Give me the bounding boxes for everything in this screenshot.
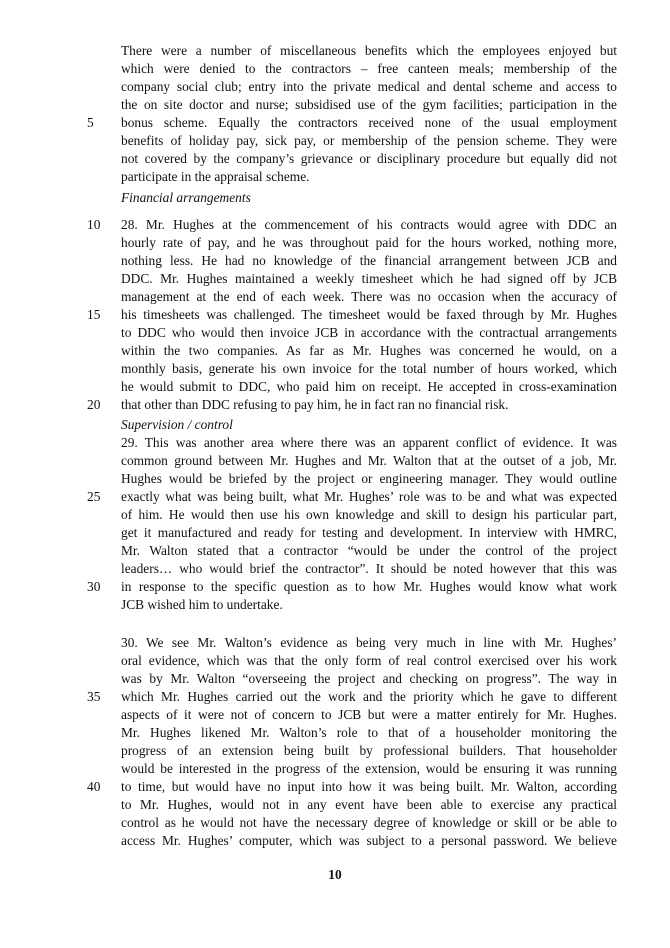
body-text-line: nothing less. He had no knowledge of the financial arrangement between JCB and	[121, 253, 617, 268]
body-text-line: not covered by the company’s grievance or disciplinary procedure but equally did not	[121, 151, 617, 166]
body-text-line: access Mr. Hughes’ computer, which was subject to a personal password. We believe	[121, 833, 617, 848]
body-text-line: monthly basis, generate his own invoice for the total number of hours worked, which	[121, 361, 617, 376]
body-text-line: DDC. Mr. Hughes maintained a weekly timesheet which he had signed off by JCB	[121, 271, 617, 286]
body-text-line: 29. This was another area where there was an apparent conflict of evidence. It was	[121, 435, 617, 450]
body-text-line: 28. Mr. Hughes at the commencement of his contracts would agree with DDC an	[121, 217, 617, 232]
margin-line-number: 35	[87, 689, 101, 704]
body-text-line: hourly rate of pay, and he was throughout paid for the hours worked, nothing more,	[121, 235, 617, 250]
margin-line-number: 10	[87, 217, 101, 232]
body-text-line: within the two companies. As far as Mr. Hughes was concerned he would, on a	[121, 343, 617, 358]
body-text-line: to time, but would have no input into how it was being built. Mr. Walton, according	[121, 779, 617, 794]
body-text-line: leaders… who would brief the contractor”. It should be noted however that this was	[121, 561, 617, 576]
body-text-line: oral evidence, which was that the only form of real control exercised over his work	[121, 653, 617, 668]
body-text-line: benefits of holiday pay, sick pay, or membership of the pension scheme. They were	[121, 133, 617, 148]
body-text-line: in response to the specific question as to how Mr. Hughes would know what work	[121, 579, 617, 594]
body-text-line: aspects of it were not of concern to JCB but were a matter entirely for Mr. Hughes.	[121, 707, 617, 722]
section-heading: Financial arrangements	[121, 190, 251, 205]
body-text-line: which Mr. Hughes carried out the work and the priority which he gave to different	[121, 689, 617, 704]
body-text-line: would be interested in the progress of the extension, would be ensuring it was running	[121, 761, 617, 776]
body-text-line: common ground between Mr. Hughes and Mr. Walton that at the outset of a job, Mr.	[121, 453, 617, 468]
body-text-line: of him. He would then use his own knowledge and skill to design his particular part,	[121, 507, 617, 522]
body-text-line: his timesheets was challenged. The timesheet would be faxed through by Mr. Hughes	[121, 307, 617, 322]
margin-line-number: 30	[87, 579, 101, 594]
body-text-line: to Mr. Hughes, would not in any event have been able to exercise any practical	[121, 797, 617, 812]
margin-line-number: 40	[87, 779, 101, 794]
body-text-line: control as he would not have the necessary degree of knowledge or skill or be able to	[121, 815, 617, 830]
margin-line-number: 15	[87, 307, 101, 322]
body-text-line: was by Mr. Walton “overseeing the project and checking on progress”. The way in	[121, 671, 617, 686]
section-heading: Supervision / control	[121, 417, 233, 432]
body-text-line: to DDC who would then invoice JCB in accordance with the contractual arrangements	[121, 325, 617, 340]
body-text-line: management at the end of each week. There was no occasion when the accuracy of	[121, 289, 617, 304]
margin-line-number: 5	[87, 115, 94, 130]
body-text-line: Mr. Hughes likened Mr. Walton’s role to that of a householder monitoring the	[121, 725, 617, 740]
body-text-line: Mr. Walton stated that a contractor “would be under the control of the project	[121, 543, 617, 558]
body-text-line: get it manufactured and ready for testing and development. In interview with HMRC,	[121, 525, 617, 540]
page-number: 10	[328, 867, 342, 882]
margin-line-number: 20	[87, 397, 101, 412]
body-text-line: company social club; entry into the private medical and dental scheme and access to	[121, 79, 617, 94]
body-text-line: he would submit to DDC, who paid him on receipt. He accepted in cross-examination	[121, 379, 617, 394]
body-text-line: There were a number of miscellaneous benefits which the employees enjoyed but	[121, 43, 617, 58]
body-text-line: the on site doctor and nurse; subsidised use of the gym facilities; participation in the	[121, 97, 617, 112]
body-text-line: bonus scheme. Equally the contractors received none of the usual employment	[121, 115, 617, 130]
body-text-line: Hughes would be briefed by the project or engineering manager. They would outline	[121, 471, 617, 486]
body-text-line: participate in the appraisal scheme.	[121, 169, 310, 184]
body-text-line: exactly what was being built, what Mr. Hughes’ role was to be and what was expected	[121, 489, 617, 504]
body-text-line: that other than DDC refusing to pay him, he in fact ran no financial risk.	[121, 397, 509, 412]
body-text-line: progress of an extension being built by professional builders. That householder	[121, 743, 617, 758]
body-text-line: 30. We see Mr. Walton’s evidence as being very much in line with Mr. Hughes’	[121, 635, 617, 650]
margin-line-number: 25	[87, 489, 101, 504]
body-text-line: JCB wished him to undertake.	[121, 597, 283, 612]
body-text-line: which were denied to the contractors – free canteen meals; membership of the	[121, 61, 617, 76]
